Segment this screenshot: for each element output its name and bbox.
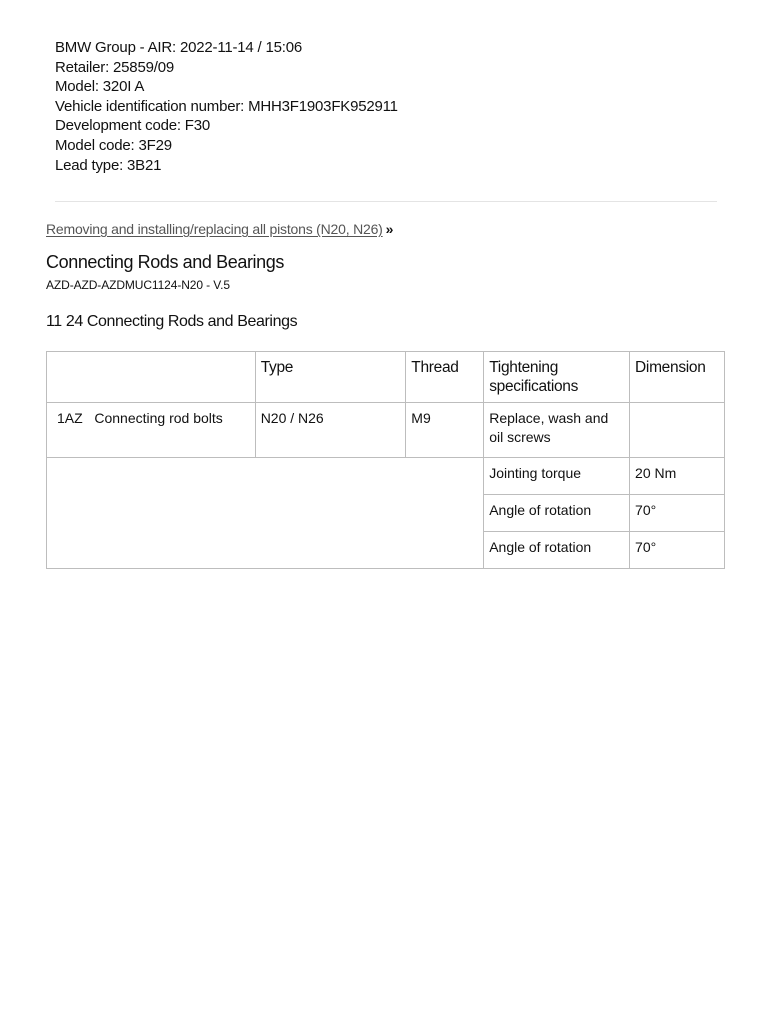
type-cell: N20 / N26	[255, 403, 406, 458]
dimension-cell: 20 Nm	[630, 458, 725, 495]
vin: Vehicle identification number: MHH3F1903FK952911	[55, 97, 398, 115]
column-header-dimension: Dimension	[630, 352, 725, 403]
document-header	[55, 38, 398, 175]
divider	[55, 201, 717, 202]
column-header-type: Type	[255, 352, 406, 403]
column-header-tightening: Tightening specifications	[484, 352, 630, 403]
breadcrumb-link[interactable]: Removing and installing/replacing all pistons (N20, N26)	[46, 221, 383, 237]
empty-cell	[47, 458, 484, 569]
development-code: Development code: F30	[55, 117, 211, 135]
spec-cell: Replace, wash and oil screws	[484, 403, 630, 458]
breadcrumb	[46, 221, 393, 237]
table-header-row	[47, 352, 725, 403]
table-row	[47, 403, 725, 458]
thread-cell: M9	[406, 403, 484, 458]
spec-cell: Angle of rotation	[484, 532, 630, 569]
column-header	[47, 352, 256, 403]
spec-cell: Angle of rotation	[484, 495, 630, 532]
spec-table	[46, 351, 725, 569]
table-row	[47, 458, 725, 495]
dimension-cell: 70°	[630, 495, 725, 532]
component-name: Connecting rod bolts	[94, 410, 223, 426]
dimension-cell	[630, 403, 725, 458]
dimension-cell: 70°	[630, 532, 725, 569]
air-timestamp: BMW Group - AIR: 2022-11-14 / 15:06	[55, 39, 303, 56]
model-code: Model code: 3F29	[55, 136, 172, 154]
column-header-thread: Thread	[406, 352, 484, 403]
model: Model: 320I A	[55, 78, 145, 96]
spec-cell: Jointing torque	[484, 458, 630, 495]
component-cell	[47, 403, 256, 458]
retailer: Retailer: 25859/09	[55, 58, 174, 76]
page-title: Connecting Rods and Bearings	[46, 252, 284, 272]
lead-type: Lead type: 3B21	[55, 156, 162, 174]
section-title: 11 24 Connecting Rods and Bearings	[46, 313, 298, 330]
position-code: 1AZ	[57, 410, 83, 426]
document-code: AZD-AZD-AZDMUC1124-N20 - V.5	[46, 278, 230, 292]
chevron-right-icon: »	[385, 221, 394, 237]
